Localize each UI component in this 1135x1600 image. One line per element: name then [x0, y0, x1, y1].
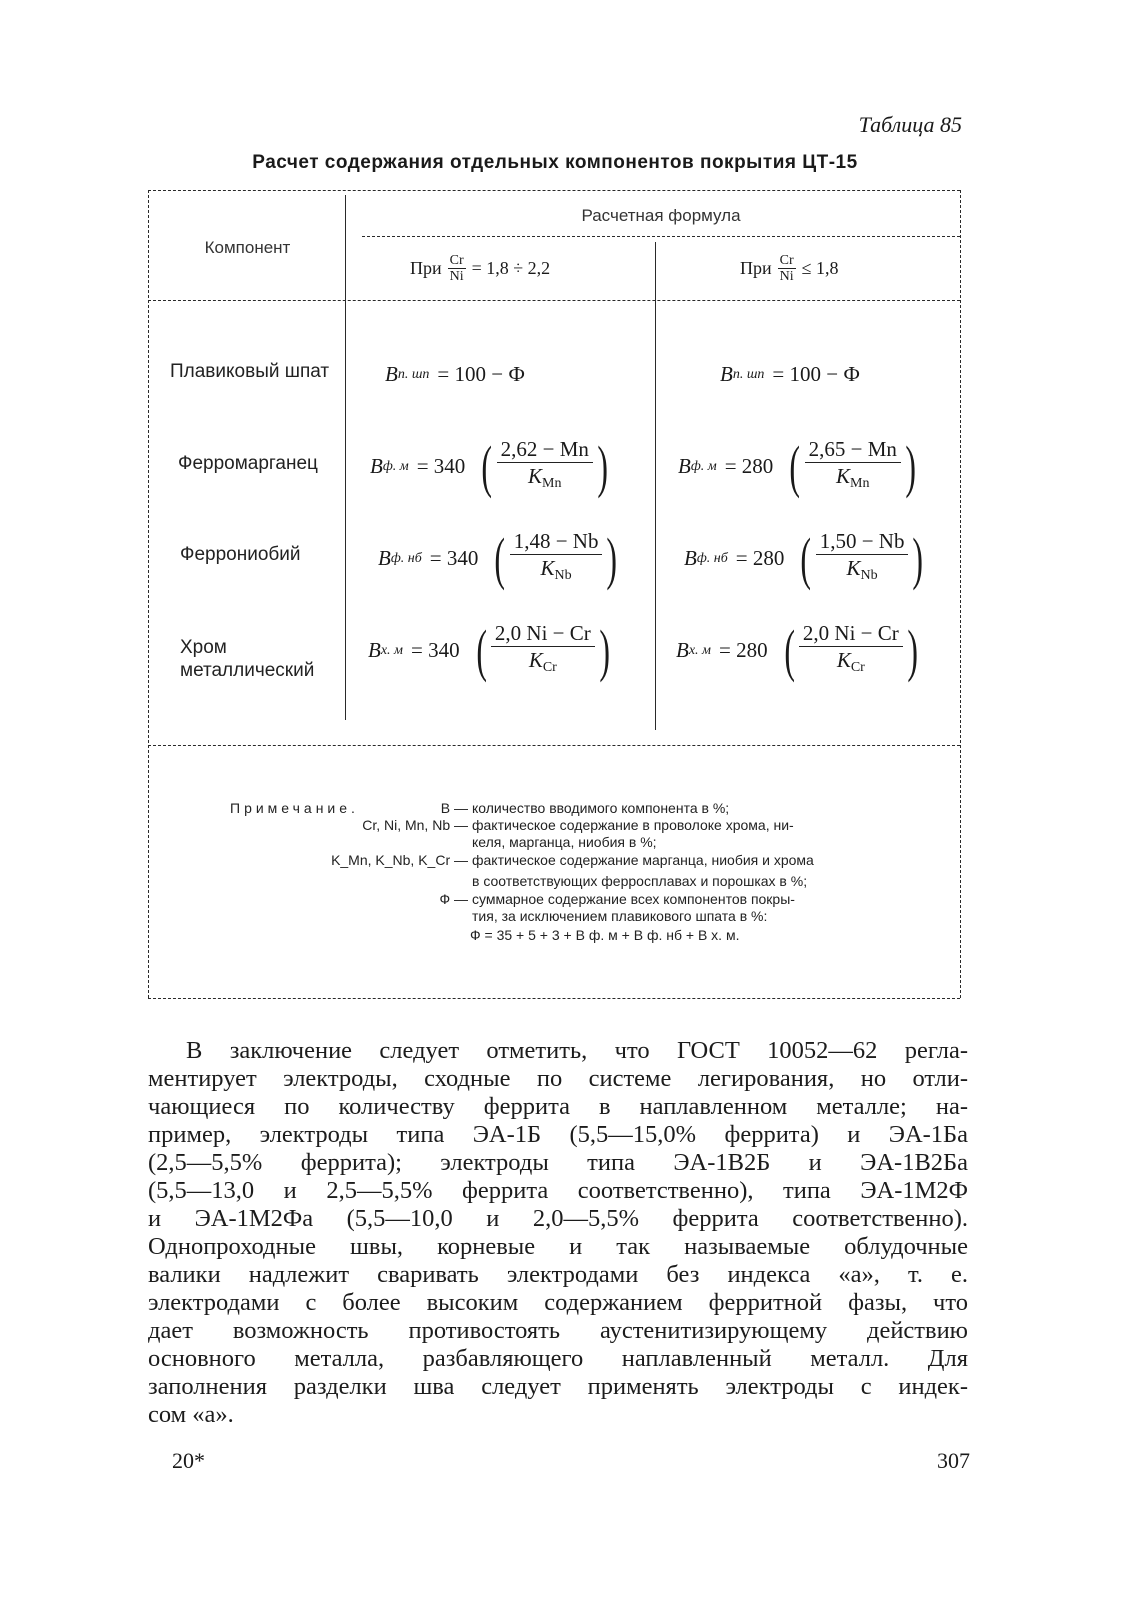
body-line: дает возможность противостоять аустенитизирующему действию — [148, 1317, 968, 1344]
component-ferroniobium: Феррониобий — [180, 544, 301, 565]
component-chromium-metal: Хром металлический — [180, 637, 315, 681]
body-line: (2,5—5,5% феррита); электроды типа ЭА-1В2Б и ЭА-1В2Ба — [148, 1149, 968, 1176]
body-line: сом «а». — [148, 1401, 234, 1428]
formula-coefficient: = 340 — [410, 638, 460, 662]
note-formula: Ф = 35 + 5 + 3 + B ф. м + B ф. нб + B х. м. — [470, 927, 740, 943]
formula-subscript: ф. м — [690, 458, 717, 474]
body-line: ментирует электроды, сходные по системе легирования, но отли- — [148, 1065, 968, 1092]
formula-variable: B — [368, 638, 381, 662]
note-text: келя, марганца, ниобия в %; — [472, 834, 657, 850]
signature-mark: 20* — [172, 1448, 205, 1473]
body-paragraph — [148, 1037, 968, 1429]
fraction-numerator: 2,62 − Mn — [497, 436, 593, 463]
formula-subscript: х. м — [380, 642, 403, 658]
note-text: количество вводимого компонента в %; — [472, 800, 730, 816]
note-text: суммарное содержание всех компонентов покры- — [472, 891, 795, 907]
denominator-subscript: Nb — [554, 568, 572, 583]
denominator-variable: K — [846, 556, 861, 580]
right-paren: ) — [597, 433, 608, 499]
note-text: тия, за исключением плавикового шпата в %: — [472, 908, 768, 924]
denominator-variable: K — [540, 556, 555, 580]
right-paren: ) — [907, 617, 918, 683]
body-line: В заключение следует отметить, что ГОСТ 10052—62 регла- — [186, 1037, 968, 1064]
formula-coefficient: = 340 — [416, 454, 466, 478]
formula-rhs: = 100 − Ф — [437, 362, 525, 386]
body-line: электродами с более высоким содержанием ферритной фазы, что — [148, 1289, 968, 1316]
header-formula: Расчетная формула — [581, 206, 741, 225]
component-fluorspar: Плавиковый шпат — [170, 361, 330, 382]
table-title: Расчет содержания отдельных компонентов покрытия ЦТ-15 — [252, 152, 858, 173]
formula-subscript: ф. нб — [390, 550, 422, 566]
ratio-denominator: Ni — [779, 269, 794, 284]
condition-left-range: = 1,8 ÷ 2,2 — [471, 258, 551, 278]
header-component: Компонент — [204, 238, 291, 257]
note-term: B — — [440, 800, 468, 816]
ratio-numerator: Cr — [449, 253, 464, 268]
formula-subscript: х. м — [688, 642, 711, 658]
formula-subscript: ф. м — [382, 458, 409, 474]
denominator-subscript: Cr — [850, 660, 865, 675]
fraction-numerator: 1,48 − Nb — [510, 528, 603, 555]
formula-coefficient: = 280 — [718, 638, 768, 662]
denominator-variable: K — [836, 648, 851, 672]
body-line: чающиеся по количеству феррита в наплавленном металле; на- — [148, 1093, 968, 1120]
left-paren: ( — [783, 617, 795, 683]
left-paren: ( — [494, 525, 506, 591]
left-paren: ( — [800, 525, 812, 591]
fraction-numerator: 2,65 − Mn — [805, 436, 901, 463]
formula-subscript: п. шп — [397, 366, 430, 382]
right-paren: ) — [606, 525, 618, 591]
formula-subscript: ф. нб — [696, 550, 728, 566]
table-label: Таблица 85 — [858, 112, 962, 137]
left-paren: ( — [475, 617, 487, 683]
formula-variable: B — [378, 546, 391, 570]
denominator-variable: K — [528, 648, 543, 672]
condition-right-prefix: При — [740, 258, 772, 278]
condition-right-range: ≤ 1,8 — [801, 258, 839, 278]
denominator-variable: K — [836, 464, 851, 488]
right-paren: ) — [599, 617, 610, 683]
right-paren: ) — [905, 433, 916, 499]
formula-variable: B — [370, 454, 383, 478]
body-line: заполнения разделки шва следует применять электроды с индек- — [148, 1373, 968, 1400]
formula-subscript: п. шп — [732, 366, 765, 382]
formula-coefficient: = 280 — [724, 454, 774, 478]
ratio-denominator: Ni — [449, 269, 464, 284]
formula-coefficient: = 280 — [735, 546, 785, 570]
note-text: в соответствующих ферросплавах и порошках в %; — [472, 873, 808, 889]
denominator-variable: K — [528, 464, 543, 488]
note-text: фактическое содержание в проволоке хрома, ни- — [472, 817, 794, 833]
ratio-numerator: Cr — [779, 253, 794, 268]
body-line: и ЭА-1М2Фа (5,5—10,0 и 2,0—5,5% феррита соответственно). — [148, 1205, 968, 1232]
denominator-subscript: Cr — [542, 660, 557, 675]
note-term: K_Mn, K_Nb, K_Cr — — [331, 852, 468, 868]
formula-variable: B — [720, 362, 733, 386]
body-line: Однопроходные швы, корневые и так называемые облудочные — [148, 1233, 968, 1260]
denominator-subscript: Mn — [850, 476, 870, 491]
note-term: Ф — — [439, 891, 468, 907]
denominator-subscript: Mn — [542, 476, 562, 491]
fraction-numerator: 2,0 Ni − Cr — [491, 620, 595, 647]
note-term: Cr, Ni, Mn, Nb — — [362, 817, 468, 833]
right-paren: ) — [912, 525, 924, 591]
formula-rhs: = 100 − Ф — [772, 362, 860, 386]
body-line: (5,5—13,0 и 2,5—5,5% феррита соответственно), типа ЭА-1М2Ф — [148, 1177, 968, 1204]
formula-variable: B — [676, 638, 689, 662]
left-paren: ( — [789, 433, 801, 499]
note-text: фактическое содержание марганца, ниобия и хрома — [472, 852, 814, 868]
fraction-numerator: 2,0 Ni − Cr — [799, 620, 903, 647]
denominator-subscript: Nb — [860, 568, 878, 583]
body-line: валики надлежит сваривать электродами без индекса «а», т. е. — [148, 1261, 968, 1288]
fraction-numerator: 1,50 − Nb — [816, 528, 909, 555]
body-line: основного металла, разбавляющего наплавленный металл. Для — [148, 1345, 968, 1372]
formula-variable: B — [678, 454, 691, 478]
left-paren: ( — [481, 433, 493, 499]
component-ferromanganese: Ферромарганец — [178, 453, 318, 474]
formula-coefficient: = 340 — [429, 546, 479, 570]
notes-label: Примечание. — [230, 800, 359, 816]
formula-variable: B — [385, 362, 398, 386]
formula-variable: B — [684, 546, 697, 570]
condition-left-prefix: При — [410, 258, 442, 278]
body-line: пример, электроды типа ЭА-1Б (5,5—15,0% феррита) и ЭА-1Ба — [148, 1121, 968, 1148]
page-number: 307 — [937, 1448, 970, 1473]
